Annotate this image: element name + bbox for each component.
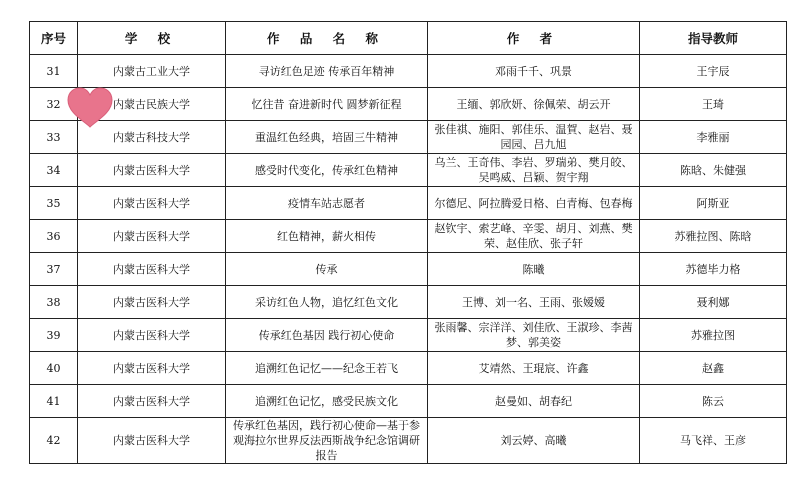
row-author: 乌兰、王奇伟、李岩、罗瑞弟、樊月皎、吴鸣威、吕颖、贺宇翔 [428,154,640,187]
row-num: 40 [30,352,78,385]
row-work: 感受时代变化，传承红色精神 [226,154,428,187]
row-work: 疫情车站志愿者 [226,187,428,220]
header-author: 作 者 [428,22,640,55]
row-teacher: 苏雅拉图、陈晗 [640,220,787,253]
header-num: 序号 [30,22,78,55]
row-teacher: 苏德毕力格 [640,253,787,286]
header-school: 学 校 [78,22,226,55]
row-num: 36 [30,220,78,253]
table-row [30,319,787,352]
row-school: 内蒙古医科大学 [78,253,226,286]
heart-sticker-icon [64,86,116,130]
row-teacher: 李雅丽 [640,121,787,154]
row-work: 传承红色基因 践行初心使命 [226,319,428,352]
table-row [30,352,787,385]
row-num: 35 [30,187,78,220]
row-work: 重温红色经典，培固三牛精神 [226,121,428,154]
row-num: 37 [30,253,78,286]
row-author: 陈曦 [428,253,640,286]
row-work: 忆往昔 奋进新时代 圆梦新征程 [226,88,428,121]
row-author: 尔德尼、阿拉腾爱日格、白青梅、包春梅 [428,187,640,220]
row-school: 内蒙古科技大学 [78,121,226,154]
table-row [30,88,787,121]
table-row [30,385,787,418]
row-work: 追溯红色记忆，感受民族文化 [226,385,428,418]
row-author: 赵钦宇、索艺峰、辛雯、胡月、刘燕、樊荣、赵佳欣、张子轩 [428,220,640,253]
row-school: 内蒙古医科大学 [78,319,226,352]
row-school: 内蒙古医科大学 [78,385,226,418]
row-work: 传承 [226,253,428,286]
row-school: 内蒙古医科大学 [78,418,226,464]
row-school: 内蒙古民族大学 [78,88,226,121]
table-row [30,418,787,464]
table-header-row [30,22,787,55]
row-num: 31 [30,55,78,88]
table-row [30,187,787,220]
row-num: 34 [30,154,78,187]
row-teacher: 聂利娜 [640,286,787,319]
table-row [30,253,787,286]
row-author: 王博、刘一名、王雨、张嫒嫒 [428,286,640,319]
row-num: 41 [30,385,78,418]
table-row [30,220,787,253]
row-school: 内蒙古工业大学 [78,55,226,88]
row-author: 张雨馨、宗洋洋、刘佳欣、王淑珍、李茜梦、郭美姿 [428,319,640,352]
row-work: 采访红色人物，追忆红色文化 [226,286,428,319]
row-teacher: 王琦 [640,88,787,121]
table-row [30,55,787,88]
row-teacher: 马飞祥、王彦 [640,418,787,464]
row-school: 内蒙古医科大学 [78,187,226,220]
row-teacher: 王宇辰 [640,55,787,88]
row-num: 33 [30,121,78,154]
row-author: 邓雨千千、巩景 [428,55,640,88]
row-school: 内蒙古医科大学 [78,220,226,253]
row-author: 艾靖然、王琨宸、许鑫 [428,352,640,385]
row-teacher: 陈云 [640,385,787,418]
row-school: 内蒙古医科大学 [78,154,226,187]
row-author: 王缅、郭欣妍、徐佩荣、胡云开 [428,88,640,121]
header-teacher: 指导教师 [640,22,787,55]
header-work: 作 品 名 称 [226,22,428,55]
table-row [30,154,787,187]
row-work: 追溯红色记忆——纪念王若飞 [226,352,428,385]
row-teacher: 阿斯亚 [640,187,787,220]
row-teacher: 苏雅拉图 [640,319,787,352]
row-school: 内蒙古医科大学 [78,286,226,319]
row-school: 内蒙古医科大学 [78,352,226,385]
row-num: 39 [30,319,78,352]
award-list-table [29,21,787,464]
row-num: 38 [30,286,78,319]
heart-shape [68,88,112,127]
row-work: 红色精神，薪火相传 [226,220,428,253]
row-work: 寻访红色足迹 传承百年精神 [226,55,428,88]
row-num: 42 [30,418,78,464]
row-author: 赵曼如、胡春纪 [428,385,640,418]
row-num: 32 [30,88,78,121]
table-row [30,286,787,319]
row-author: 张佳祺、施阳、郭佳乐、温賀、赵岩、聂园园、吕九旭 [428,121,640,154]
row-author: 刘云婷、高曦 [428,418,640,464]
row-work: 传承红色基因，践行初心使命—基于参观海拉尔世界反法西斯战争纪念馆调研报告 [226,418,428,464]
table-row [30,121,787,154]
row-teacher: 赵鑫 [640,352,787,385]
row-teacher: 陈晗、朱健强 [640,154,787,187]
